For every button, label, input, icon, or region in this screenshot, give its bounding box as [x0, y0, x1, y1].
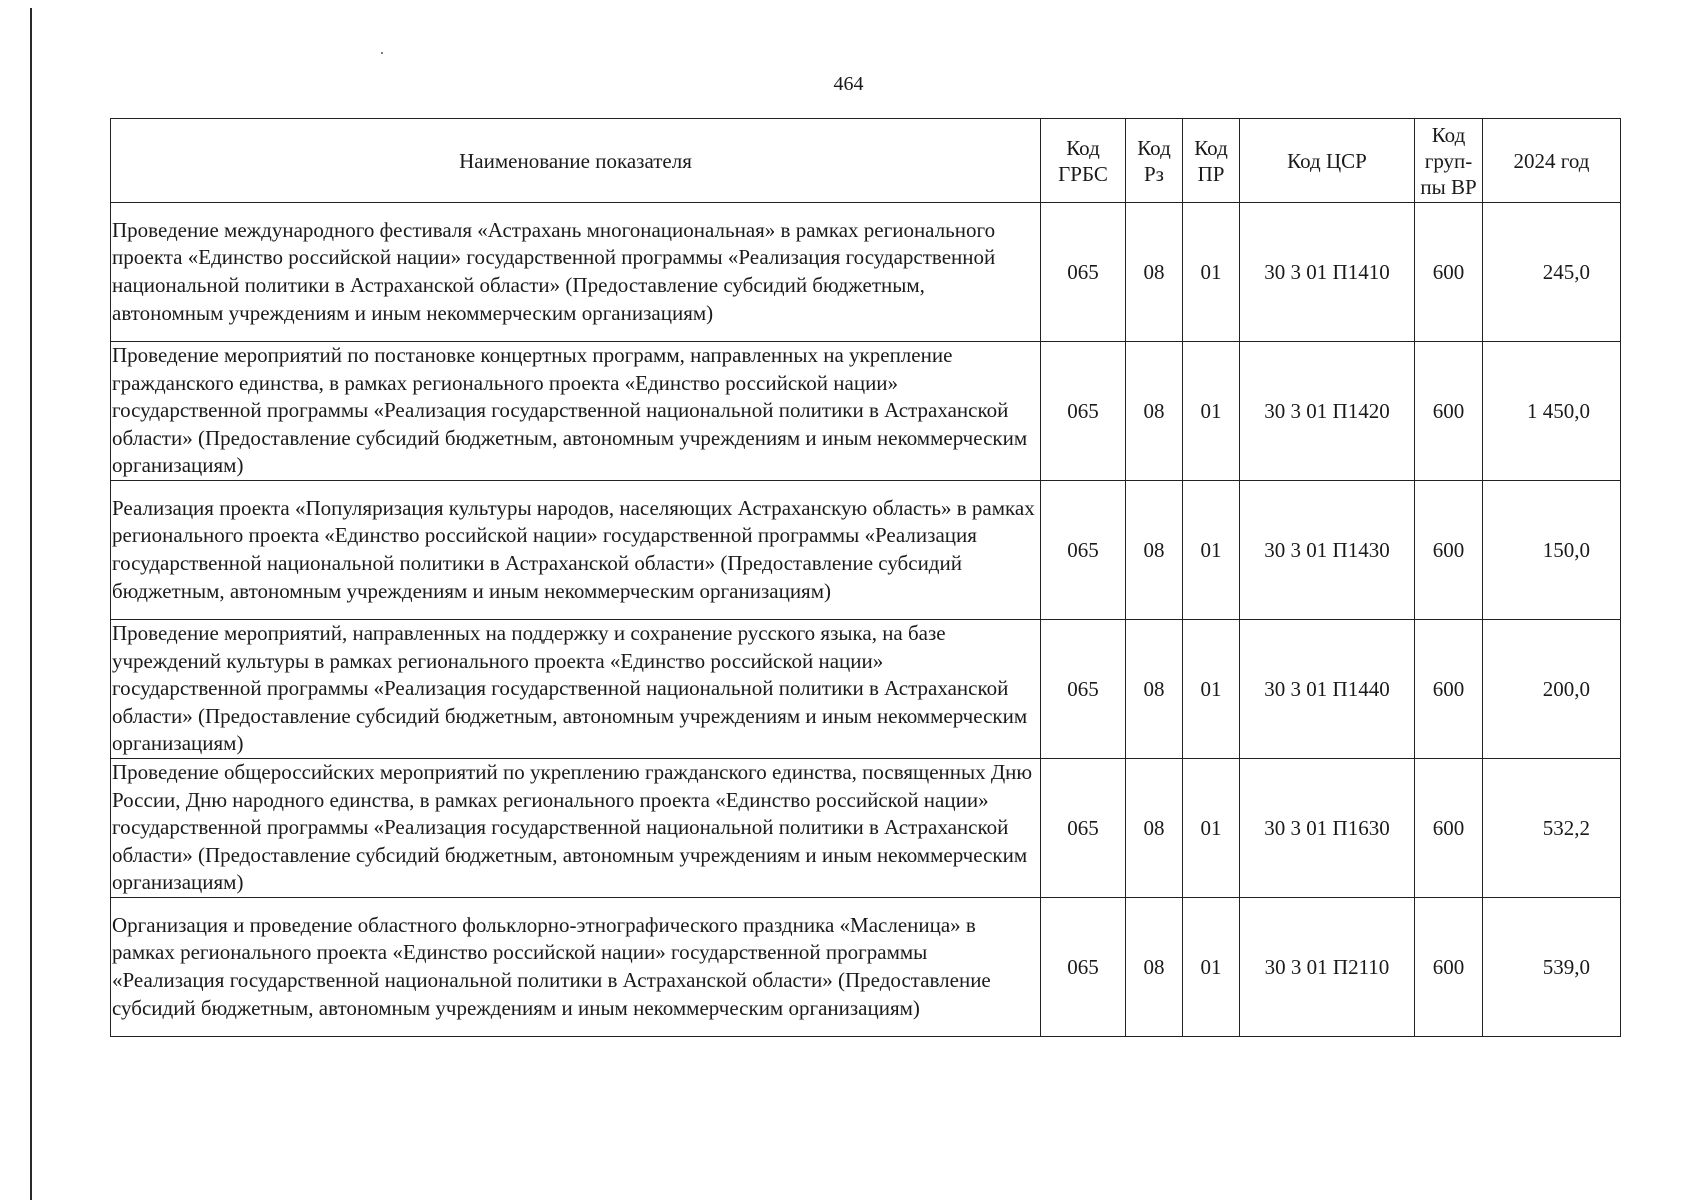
- row-amount: 245,0: [1483, 203, 1621, 342]
- row-csr: 30 3 01 П1430: [1240, 481, 1415, 620]
- header-grbs: Код ГРБС: [1041, 119, 1126, 203]
- scan-speck: [381, 52, 383, 54]
- row-name: Реализация проекта «Популяризация культуры народов, населяющих Астраханскую область» в рамках регионального проекта «Единство российской нации» государственной программы «Реализация государственной национальной политики в Астраханской области» (Предоставление субсидий бюджетным, автономным учреждениям и иным некоммерческим организациям): [111, 481, 1041, 620]
- row-name: Проведение международного фестиваля «Астрахань многонациональная» в рамках регионального проекта «Единство российской нации» государственной программы «Реализация государственной национальной политики в Астраханской области» (Предоставление субсидий бюджетным, автономным учреждениям и иным некоммерческим организациям): [111, 203, 1041, 342]
- row-rz: 08: [1126, 620, 1183, 759]
- table-row: [111, 620, 1621, 759]
- header-rz: Код Рз: [1126, 119, 1183, 203]
- row-vr: 600: [1415, 620, 1483, 759]
- row-vr: 600: [1415, 203, 1483, 342]
- row-grbs: 065: [1041, 342, 1126, 481]
- row-rz: 08: [1126, 203, 1183, 342]
- row-csr: 30 3 01 П1440: [1240, 620, 1415, 759]
- row-pr: 01: [1183, 759, 1240, 898]
- row-csr: 30 3 01 П1420: [1240, 342, 1415, 481]
- row-name: Проведение мероприятий по постановке концертных программ, направленных на укрепление гражданского единства, в рамках регионального проекта «Единство российской нации» государственной программы «Реализация государственной национальной политики в Астраханской области» (Предоставление субсидий бюджетным, автономным учреждениям и иным некоммерческим организациям): [111, 342, 1041, 481]
- header-vr: Код груп-пы ВР: [1415, 119, 1483, 203]
- header-year: 2024 год: [1483, 119, 1621, 203]
- header-pr: Код ПР: [1183, 119, 1240, 203]
- table-row: [111, 898, 1621, 1037]
- row-pr: 01: [1183, 898, 1240, 1037]
- row-name: Организация и проведение областного фольклорно-этнографического праздника «Масленица» в рамках регионального проекта «Единство российской нации» государственной программы «Реализация государственной национальной политики в Астраханской области» (Предоставление субсидий бюджетным, автономным учреждениям и иным некоммерческим организациям): [111, 898, 1041, 1037]
- row-grbs: 065: [1041, 898, 1126, 1037]
- row-amount: 150,0: [1483, 481, 1621, 620]
- row-vr: 600: [1415, 342, 1483, 481]
- table-row: [111, 342, 1621, 481]
- row-name: Проведение мероприятий, направленных на поддержку и сохранение русского языка, на базе учреждений культуры в рамках регионального проекта «Единство российской нации» государственной программы «Реализация государственной национальной политики в Астраханской области» (Предоставление субсидий бюджетным, автономным учреждениям и иным некоммерческим организациям): [111, 620, 1041, 759]
- row-grbs: 065: [1041, 203, 1126, 342]
- row-rz: 08: [1126, 759, 1183, 898]
- table-header: [111, 119, 1621, 203]
- budget-table: [110, 118, 1621, 1037]
- table-row: [111, 759, 1621, 898]
- row-csr: 30 3 01 П1630: [1240, 759, 1415, 898]
- row-vr: 600: [1415, 898, 1483, 1037]
- row-rz: 08: [1126, 342, 1183, 481]
- header-name: Наименование показателя: [111, 119, 1041, 203]
- row-pr: 01: [1183, 481, 1240, 620]
- row-name: Проведение общероссийских мероприятий по укреплению гражданского единства, посвященных Дню России, Дню народного единства, в рамках регионального проекта «Единство российской нации» государственной программы «Реализация государственной национальной политики в Астраханской области» (Предоставление субсидий бюджетным, автономным учреждениям и иным некоммерческим организациям): [111, 759, 1041, 898]
- row-amount: 1 450,0: [1483, 342, 1621, 481]
- row-grbs: 065: [1041, 620, 1126, 759]
- row-amount: 539,0: [1483, 898, 1621, 1037]
- row-amount: 200,0: [1483, 620, 1621, 759]
- row-grbs: 065: [1041, 481, 1126, 620]
- row-vr: 600: [1415, 481, 1483, 620]
- row-amount: 532,2: [1483, 759, 1621, 898]
- row-pr: 01: [1183, 620, 1240, 759]
- page-number: 464: [833, 73, 864, 95]
- row-grbs: 065: [1041, 759, 1126, 898]
- row-pr: 01: [1183, 342, 1240, 481]
- table-row: [111, 203, 1621, 342]
- row-vr: 600: [1415, 759, 1483, 898]
- row-csr: 30 3 01 П1410: [1240, 203, 1415, 342]
- row-csr: 30 3 01 П2110: [1240, 898, 1415, 1037]
- row-rz: 08: [1126, 481, 1183, 620]
- table-row: [111, 481, 1621, 620]
- binding-edge-line: [30, 8, 32, 1200]
- table-body: [111, 203, 1621, 1037]
- row-rz: 08: [1126, 898, 1183, 1037]
- header-csr: Код ЦСР: [1240, 119, 1415, 203]
- row-pr: 01: [1183, 203, 1240, 342]
